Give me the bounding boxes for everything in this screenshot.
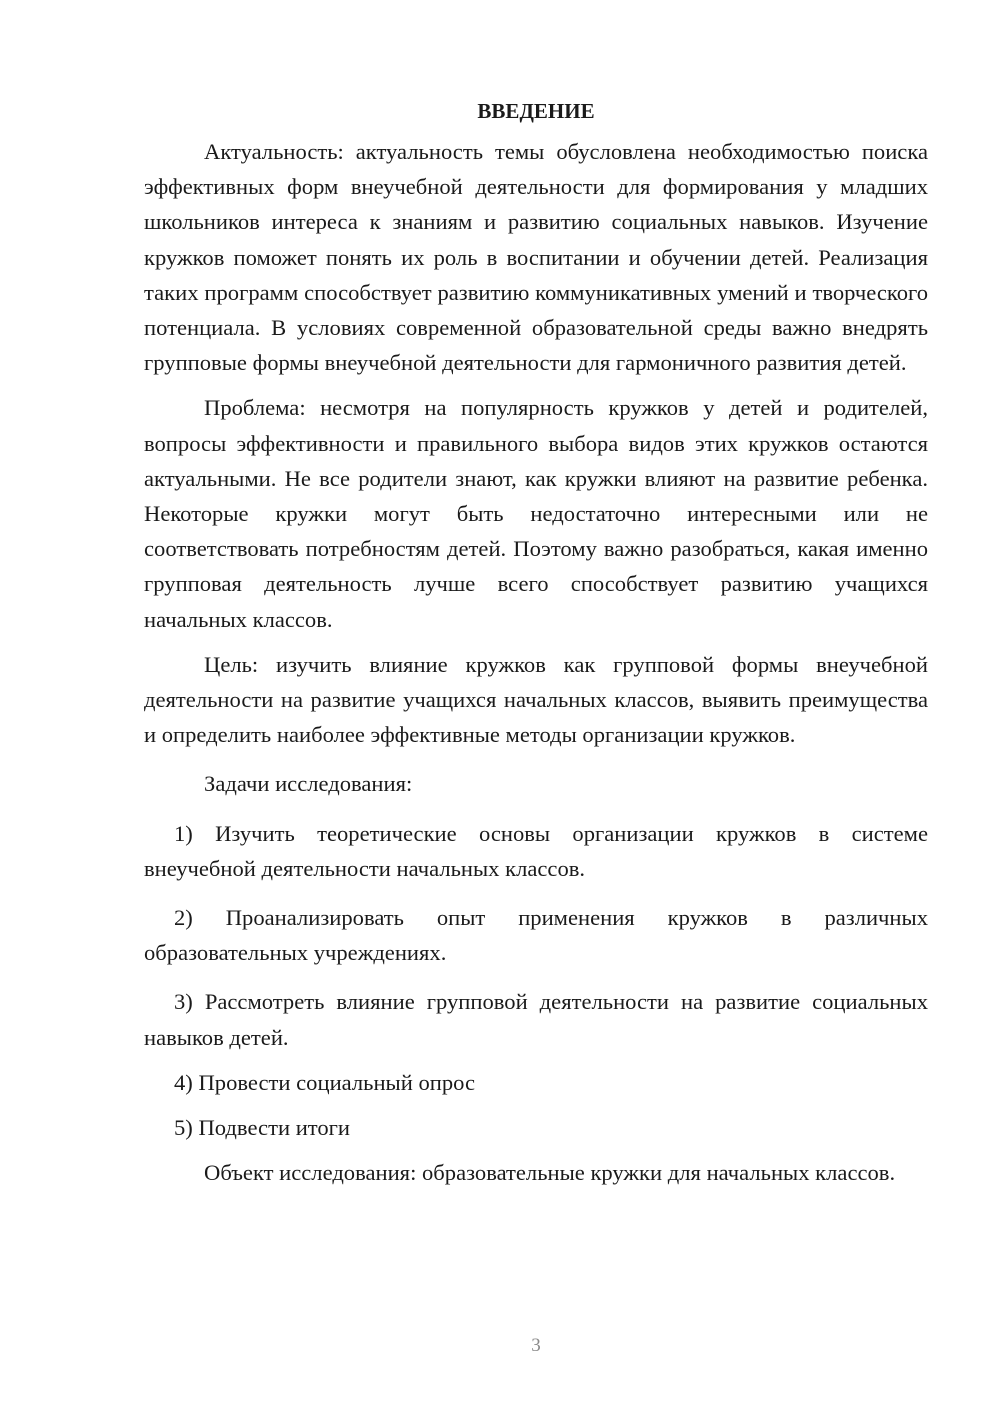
goal-paragraph: Цель: изучить влияние кружков как групповой формы внеучебной деятельности на развитие учащихся начальных классов, выявить преимущества и определить наиболее эффективные методы организации кружков. xyxy=(144,651,928,748)
section-heading: ВВЕДЕНИЕ xyxy=(477,99,595,123)
task-item-4: 4) Провести социальный опрос xyxy=(174,1069,476,1095)
task-item-5: 5) Подвести итоги xyxy=(174,1115,351,1141)
page-content xyxy=(144,94,928,1190)
task-item-1: 1) Изучить теоретические основы организации кружков в системе внеучебной деятельности начальных классов. xyxy=(144,820,928,881)
problem-paragraph: Проблема: несмотря на популярность кружков у детей и родителей, вопросы эффективности и правильного выбора видов этих кружков остаются актуальными. Не все родители знают, как кружки влияют на развитие ребенка. Некоторые кружки могут быть недостаточно интересными или не соответствовать потребностям детей. Поэтому важно разобраться, какая именно групповая деятельность лучше всего способствует развитию учащихся начальных классов. xyxy=(144,395,928,632)
tasks-heading: Задачи исследования: xyxy=(204,771,413,797)
task-item-3: 3) Рассмотреть влияние групповой деятельности на развитие социальных навыков детей. xyxy=(144,989,928,1050)
task-item-2: 2) Проанализировать опыт применения кружков в различных образовательных учреждениях. xyxy=(144,905,928,966)
relevance-paragraph: Актуальность: актуальность темы обусловлена необходимостью поиска эффективных форм внеучебной деятельности для формирования у младших школьников интереса к знаниям и развитию социальных навыков. Изучение кружков поможет понять их роль в воспитании и обучении детей. Реализация таких программ способствует развитию коммуникативных умений и творческого потенциала. В условиях современной образовательной среды важно внедрять групповые формы внеучебной деятельности для гармоничного развития детей. xyxy=(144,139,928,376)
page-number: 3 xyxy=(531,1335,541,1356)
object-paragraph: Объект исследования: образовательные кружки для начальных классов. xyxy=(204,1160,896,1186)
